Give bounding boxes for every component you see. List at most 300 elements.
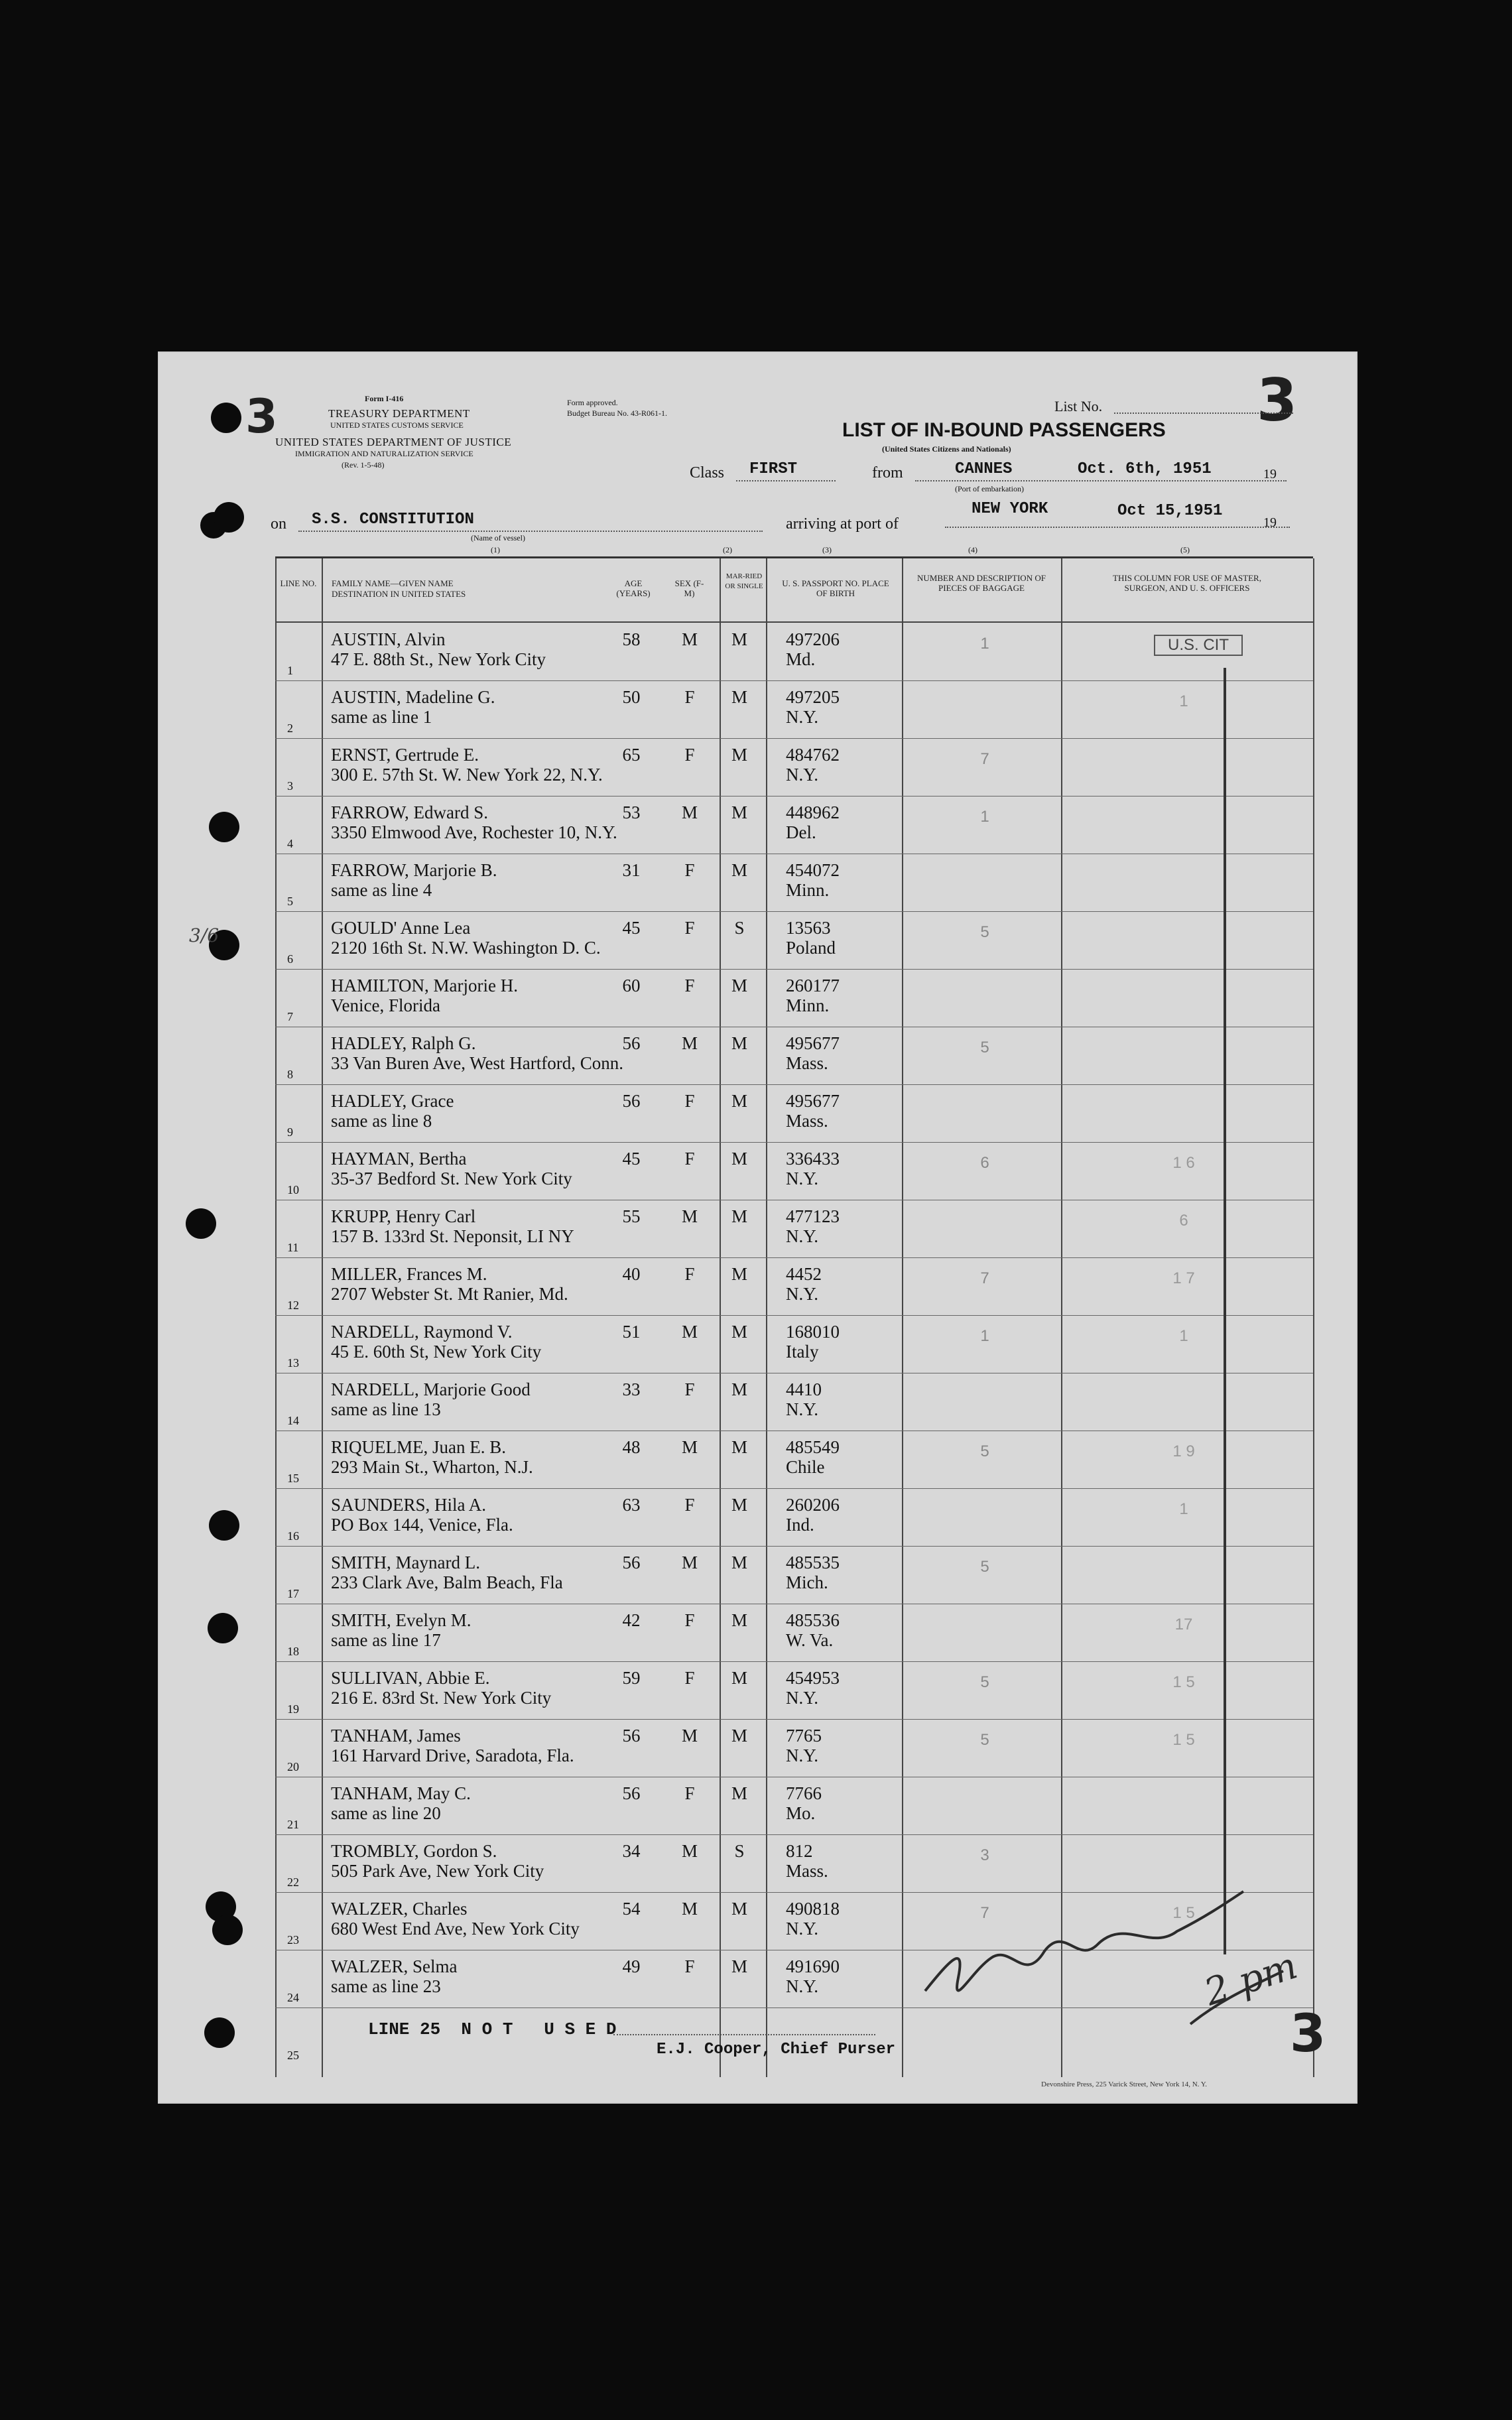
line-number: 3 — [287, 779, 293, 793]
passenger-name: SMITH, Maynard L. — [331, 1553, 480, 1572]
table-row — [275, 1661, 1313, 1720]
line-number: 7 — [287, 1010, 293, 1023]
passport-number: 491690 — [786, 1956, 840, 1976]
birth-place: Italy — [786, 1342, 819, 1362]
passenger-destination: 33 Van Buren Ave, West Hartford, Conn. — [331, 1053, 624, 1073]
vessel-name: S.S. CONSTITUTION — [312, 511, 474, 529]
passport-number: 454072 — [786, 860, 840, 880]
passenger-sex: M — [681, 1841, 698, 1861]
passenger-sex: M — [681, 1726, 698, 1746]
passenger-name: HAYMAN, Bertha — [331, 1149, 467, 1169]
birth-place: N.Y. — [786, 1399, 819, 1419]
officer-note: 1 — [1179, 1327, 1188, 1345]
table-row — [275, 680, 1313, 739]
baggage-count: 5 — [980, 1039, 989, 1056]
passenger-name: HAMILTON, Marjorie H. — [331, 976, 518, 995]
birth-place: Md. — [786, 649, 816, 669]
passport-number: 168010 — [786, 1322, 840, 1342]
line-number: 19 — [287, 1702, 299, 1716]
passenger-age: 56 — [622, 1033, 641, 1053]
passport-number: 4410 — [786, 1379, 822, 1399]
birth-place: Ind. — [786, 1515, 814, 1535]
baggage-count: 5 — [980, 1673, 989, 1691]
on-label: on — [271, 515, 286, 533]
passenger-name: WALZER, Charles — [331, 1899, 468, 1919]
line-number: 18 — [287, 1645, 299, 1658]
form-title: LIST OF IN-BOUND PASSENGERS — [842, 419, 1166, 441]
passenger-name: RIQUELME, Juan E. B. — [331, 1437, 506, 1457]
punch-hole — [209, 812, 239, 842]
passenger-name: NARDELL, Raymond V. — [331, 1322, 513, 1342]
customs-service: UNITED STATES CUSTOMS SERVICE — [330, 420, 464, 430]
passenger-age: 58 — [622, 629, 641, 649]
passenger-marital: M — [731, 1553, 747, 1572]
baggage-count: 5 — [980, 1558, 989, 1576]
passenger-name: ERNST, Gertrude E. — [331, 745, 479, 765]
baggage-count: 5 — [980, 1442, 989, 1460]
passenger-destination: 293 Main St., Wharton, N.J. — [331, 1457, 533, 1477]
passport-number: 812 — [786, 1841, 813, 1861]
line-25-not-used: LINE 25 N O T U S E D — [368, 2019, 617, 2039]
baggage-count: 1 — [980, 808, 989, 826]
passenger-name: TANHAM, James — [331, 1726, 461, 1746]
list-no-line — [1114, 413, 1293, 414]
budget-bureau: Budget Bureau No. 43-R061-1. — [567, 409, 667, 418]
baggage-count: 6 — [980, 1154, 989, 1172]
line-number: 12 — [287, 1299, 299, 1312]
baggage-count: 1 — [980, 1327, 989, 1345]
passenger-name: HADLEY, Ralph G. — [331, 1033, 476, 1053]
passenger-destination: same as line 23 — [331, 1976, 441, 1996]
birth-place: Mich. — [786, 1572, 828, 1592]
passenger-destination: 680 West End Ave, New York City — [331, 1919, 580, 1939]
passenger-marital: M — [731, 1206, 747, 1226]
baggage-count: 7 — [980, 750, 989, 768]
punch-hole — [208, 1613, 238, 1643]
passenger-sex: F — [684, 1091, 695, 1111]
birth-place: Del. — [786, 822, 816, 842]
passenger-sex: F — [684, 1264, 695, 1284]
passenger-name: NARDELL, Marjorie Good — [331, 1379, 531, 1399]
passport-number: 7766 — [786, 1783, 822, 1803]
header-married: MAR-RIED OR SINGLE — [725, 572, 763, 590]
passport-number: 13563 — [786, 918, 831, 938]
class-value: FIRST — [749, 460, 798, 478]
passport-number: 260206 — [786, 1495, 840, 1515]
punch-hole — [204, 2017, 235, 2048]
passenger-sex: M — [681, 802, 698, 822]
passenger-age: 31 — [622, 860, 641, 880]
passenger-name: TANHAM, May C. — [331, 1783, 471, 1803]
officer-note: 1 — [1179, 692, 1188, 710]
list-number-large: 3 — [1257, 366, 1298, 434]
baggage-count: 5 — [980, 923, 989, 941]
passenger-marital: M — [731, 1495, 747, 1515]
passenger-age: 63 — [622, 1495, 641, 1515]
baggage-count: 7 — [980, 1269, 989, 1287]
passenger-sex: F — [684, 1149, 695, 1169]
baggage-count: 7 — [980, 1904, 989, 1922]
passenger-age: 56 — [622, 1726, 641, 1746]
line-number: 6 — [287, 952, 293, 966]
passenger-marital: M — [731, 745, 747, 765]
passenger-name: MILLER, Frances M. — [331, 1264, 487, 1284]
passport-number: 454953 — [786, 1668, 840, 1688]
from-line — [915, 480, 1287, 481]
table-row — [275, 1604, 1313, 1662]
birth-place: N.Y. — [786, 1919, 819, 1939]
line-number: 25 — [287, 2049, 299, 2062]
passenger-age: 56 — [622, 1783, 641, 1803]
passenger-name: AUSTIN, Madeline G. — [331, 687, 495, 707]
passenger-marital: M — [731, 1091, 747, 1111]
table-row — [275, 1142, 1313, 1200]
line-number: 13 — [287, 1356, 299, 1369]
passenger-destination: same as line 1 — [331, 707, 432, 727]
table-row — [275, 1257, 1313, 1316]
table-row — [275, 1488, 1313, 1547]
birth-place: Mass. — [786, 1861, 828, 1881]
table-row — [275, 1373, 1313, 1431]
passenger-marital: M — [731, 1379, 747, 1399]
passenger-name: TROMBLY, Gordon S. — [331, 1841, 497, 1861]
passenger-sex: F — [684, 918, 695, 938]
passenger-age: 49 — [622, 1956, 641, 1976]
birth-place: W. Va. — [786, 1630, 834, 1650]
table-row — [275, 1315, 1313, 1373]
punch-hole — [209, 1510, 239, 1541]
passenger-age: 56 — [622, 1091, 641, 1111]
corner-mark-bottom: 3 — [1290, 2004, 1326, 2064]
officer-note: 1 — [1179, 1500, 1188, 1518]
passenger-marital: M — [731, 1899, 747, 1919]
passenger-destination: 47 E. 88th St., New York City — [331, 649, 546, 669]
vessel-line — [298, 531, 763, 532]
punch-hole — [212, 1915, 243, 1945]
passenger-marital: M — [731, 1956, 747, 1976]
passenger-name: FARROW, Edward S. — [331, 802, 489, 822]
table-row — [275, 738, 1313, 796]
passenger-destination: 157 B. 133rd St. Neponsit, LI NY — [331, 1226, 574, 1246]
passenger-sex: F — [684, 976, 695, 995]
passport-number: 490818 — [786, 1899, 840, 1919]
line-number: 21 — [287, 1818, 299, 1831]
passenger-age: 48 — [622, 1437, 641, 1457]
passenger-sex: M — [681, 629, 698, 649]
table-row — [275, 1084, 1313, 1143]
line-number: 17 — [287, 1587, 299, 1600]
passenger-destination: 161 Harvard Drive, Saradota, Fla. — [331, 1746, 574, 1765]
officer-note: 17 — [1174, 1616, 1193, 1633]
passenger-sex: F — [684, 1495, 695, 1515]
passenger-sex: M — [681, 1437, 698, 1457]
passport-number: 336433 — [786, 1149, 840, 1169]
passenger-sex: F — [684, 1783, 695, 1803]
passport-number: 7765 — [786, 1726, 822, 1746]
passport-number: 4452 — [786, 1264, 822, 1284]
passenger-destination: 45 E. 60th St, New York City — [331, 1342, 542, 1362]
check-line — [1224, 668, 1226, 1954]
year-suffix-2: 19 — [1263, 515, 1277, 530]
birth-place: N.Y. — [786, 1284, 819, 1304]
line-number: 11 — [287, 1241, 299, 1254]
baggage-count: 1 — [980, 635, 989, 653]
passenger-destination: 505 Park Ave, New York City — [331, 1861, 544, 1881]
line-number: 20 — [287, 1760, 299, 1773]
table-row — [275, 969, 1313, 1027]
passenger-destination: PO Box 144, Venice, Fla. — [331, 1515, 513, 1535]
form-subtitle: (United States Citizens and Nationals) — [882, 444, 1011, 454]
passenger-sex: M — [681, 1899, 698, 1919]
column-number: (1) — [491, 545, 500, 554]
embark-date: Oct. 6th, 1951 — [1078, 460, 1212, 478]
class-line — [736, 480, 836, 481]
passenger-marital: M — [731, 976, 747, 995]
passenger-name: SAUNDERS, Hila A. — [331, 1495, 487, 1515]
line-number: 16 — [287, 1529, 299, 1543]
line-number: 4 — [287, 837, 293, 850]
table-row — [275, 1027, 1313, 1085]
birth-place: Mo. — [786, 1803, 816, 1823]
passenger-marital: M — [731, 802, 747, 822]
table-row — [275, 796, 1313, 854]
birth-place: Mass. — [786, 1111, 828, 1131]
passenger-age: 54 — [622, 1899, 641, 1919]
passport-number: 497206 — [786, 629, 840, 649]
ins-service: IMMIGRATION AND NATURALIZATION SERVICE — [295, 449, 473, 458]
passenger-age: 33 — [622, 1379, 641, 1399]
passenger-age: 42 — [622, 1610, 641, 1630]
table-row — [275, 1777, 1313, 1835]
passenger-destination: same as line 13 — [331, 1399, 441, 1419]
passenger-destination: same as line 8 — [331, 1111, 432, 1131]
form-approved: Form approved. — [567, 398, 618, 407]
passport-number: 485535 — [786, 1553, 840, 1572]
margin-note: 3/6 — [189, 924, 220, 946]
line-number: 2 — [287, 722, 293, 735]
column-number: (3) — [822, 545, 832, 554]
passenger-age: 34 — [622, 1841, 641, 1861]
passenger-age: 53 — [622, 802, 641, 822]
passenger-sex: F — [684, 687, 695, 707]
passport-number: 485549 — [786, 1437, 840, 1457]
baggage-count: 3 — [980, 1846, 989, 1864]
passenger-name: HADLEY, Grace — [331, 1091, 454, 1111]
officer-note: 1 7 — [1172, 1269, 1195, 1287]
passport-number: 484762 — [786, 745, 840, 765]
line-number: 24 — [287, 1991, 299, 2004]
passenger-marital: M — [731, 1322, 747, 1342]
birth-place: N.Y. — [786, 1169, 819, 1188]
treasury-dept: TREASURY DEPARTMENT — [328, 407, 470, 420]
passenger-name: WALZER, Selma — [331, 1956, 458, 1976]
passenger-age: 56 — [622, 1553, 641, 1572]
printer-credit: Devonshire Press, 225 Varick Street, New York 14, N. Y. — [1041, 2080, 1208, 2088]
passenger-destination: 3350 Elmwood Ave, Rochester 10, N.Y. — [331, 822, 617, 842]
table-row — [275, 911, 1313, 970]
table-row — [275, 854, 1313, 912]
line-number: 1 — [287, 664, 293, 677]
arrival-line — [945, 527, 1290, 528]
passenger-age: 40 — [622, 1264, 641, 1284]
birth-place: N.Y. — [786, 707, 819, 727]
passenger-destination: 233 Clark Ave, Balm Beach, Fla — [331, 1572, 563, 1592]
birth-place: N.Y. — [786, 1688, 819, 1708]
passenger-sex: F — [684, 745, 695, 765]
table-row — [275, 1546, 1313, 1604]
handwritten-time: 2 pm — [1199, 1944, 1302, 2015]
line-number: 8 — [287, 1068, 293, 1081]
passenger-marital: M — [731, 1610, 747, 1630]
passport-number: 495677 — [786, 1033, 840, 1053]
birth-place: N.Y. — [786, 1976, 819, 1996]
column-number: (4) — [968, 545, 977, 554]
table-row — [275, 1200, 1313, 1258]
birth-place: Minn. — [786, 995, 830, 1015]
passenger-sex: F — [684, 1668, 695, 1688]
line-number: 14 — [287, 1414, 299, 1427]
passenger-name: KRUPP, Henry Carl — [331, 1206, 476, 1226]
vessel-label: (Name of vessel) — [471, 533, 525, 542]
passenger-marital: M — [731, 1726, 747, 1746]
list-no-label: List No. — [1054, 398, 1103, 414]
punch-hole — [186, 1208, 216, 1239]
passenger-sex: F — [684, 1379, 695, 1399]
passenger-age: 55 — [622, 1206, 641, 1226]
manifest-page — [159, 353, 1356, 2102]
table-row — [275, 1431, 1313, 1489]
passenger-marital: M — [731, 1437, 747, 1457]
table-row — [275, 1719, 1313, 1777]
passenger-name: FARROW, Marjorie B. — [331, 860, 497, 880]
corner-mark: 3 — [245, 389, 278, 444]
baggage-count: 5 — [980, 1731, 989, 1749]
passenger-destination: 216 E. 83rd St. New York City — [331, 1688, 552, 1708]
passenger-marital: M — [731, 1033, 747, 1053]
table-row — [275, 623, 1313, 681]
header-baggage: NUMBER AND DESCRIPTION OF PIECES OF BAGGAGE — [917, 573, 1046, 593]
class-label: Class — [690, 464, 725, 481]
passenger-age: 51 — [622, 1322, 641, 1342]
year-suffix: 19 — [1263, 467, 1277, 481]
column-number: (2) — [723, 545, 732, 554]
passenger-destination: 35-37 Bedford St. New York City — [331, 1169, 572, 1188]
arriving-label: arriving at port of — [786, 515, 899, 533]
passenger-destination: same as line 20 — [331, 1803, 441, 1823]
birth-place: N.Y. — [786, 765, 819, 785]
passport-number: 477123 — [786, 1206, 840, 1226]
header-family-name: FAMILY NAME—GIVEN NAME — [332, 578, 454, 588]
passenger-destination: same as line 4 — [331, 880, 432, 900]
justice-dept: UNITED STATES DEPARTMENT OF JUSTICE — [275, 436, 512, 448]
birth-place: Minn. — [786, 880, 830, 900]
line-number: 22 — [287, 1876, 299, 1889]
passport-number: 448962 — [786, 802, 840, 822]
passenger-name: SULLIVAN, Abbie E. — [331, 1668, 490, 1688]
revision: (Rev. 1-5-48) — [342, 460, 385, 470]
column-number: (5) — [1180, 545, 1190, 554]
passport-number: 495677 — [786, 1091, 840, 1111]
passenger-name: GOULD' Anne Lea — [331, 918, 471, 938]
birth-place: Chile — [786, 1457, 825, 1477]
passenger-marital: M — [731, 687, 747, 707]
passenger-sex: F — [684, 1956, 695, 1976]
passenger-sex: F — [684, 1610, 695, 1630]
arrival-date: Oct 15,1951 — [1117, 502, 1223, 520]
birth-place: Mass. — [786, 1053, 828, 1073]
officer-note: 1 5 — [1172, 1673, 1195, 1691]
passenger-marital: S — [734, 918, 745, 938]
passenger-destination: same as line 17 — [331, 1630, 441, 1650]
passenger-name: SMITH, Evelyn M. — [331, 1610, 472, 1630]
header-officers: THIS COLUMN FOR USE OF MASTER, SURGEON, AND U. S. OFFICERS — [1113, 573, 1261, 593]
passport-number: 485536 — [786, 1610, 840, 1630]
birth-place: N.Y. — [786, 1746, 819, 1765]
passenger-age: 59 — [622, 1668, 641, 1688]
passenger-marital: S — [734, 1841, 745, 1861]
officer-note: 1 6 — [1172, 1154, 1195, 1172]
passenger-destination: 2707 Webster St. Mt Ranier, Md. — [331, 1284, 568, 1304]
passenger-age: 45 — [622, 1149, 641, 1169]
punch-hole — [214, 502, 244, 533]
passenger-destination: 300 E. 57th St. W. New York 22, N.Y. — [331, 765, 603, 785]
passenger-marital: M — [731, 1668, 747, 1688]
line-number: 10 — [287, 1183, 299, 1196]
passenger-destination: 2120 16th St. N.W. Washington D. C. — [331, 938, 601, 958]
passenger-age: 50 — [622, 687, 641, 707]
header-line-no: LINE NO. — [280, 578, 317, 588]
header-age: AGE (YEARS) — [616, 578, 651, 598]
officer-note: 6 — [1179, 1212, 1188, 1230]
officer-note: 1 5 — [1172, 1731, 1195, 1749]
line-number: 9 — [287, 1125, 293, 1139]
arrival-port: NEW YORK — [972, 500, 1048, 518]
passenger-marital: M — [731, 1264, 747, 1284]
officer-note: 1 9 — [1172, 1442, 1195, 1460]
header-destination: DESTINATION IN UNITED STATES — [332, 589, 466, 599]
birth-place: Poland — [786, 938, 836, 958]
embark-port: CANNES — [955, 460, 1013, 478]
line-number: 23 — [287, 1933, 299, 1946]
punch-hole — [211, 403, 241, 433]
passenger-age: 65 — [622, 745, 641, 765]
line-number: 5 — [287, 895, 293, 908]
passenger-table — [275, 556, 1313, 2077]
passenger-marital: M — [731, 1783, 747, 1803]
birth-place: N.Y. — [786, 1226, 819, 1246]
passport-number: 260177 — [786, 976, 840, 995]
header-passport: U. S. PASSPORT NO. PLACE OF BIRTH — [782, 578, 889, 598]
officer-note: U.S. CIT — [1154, 635, 1243, 656]
line-number: 15 — [287, 1472, 299, 1485]
purser-signature: E.J. Cooper, Chief Purser — [657, 2041, 896, 2059]
passenger-sex: M — [681, 1322, 698, 1342]
passenger-age: 60 — [622, 976, 641, 995]
header-sex: SEX (F-M) — [674, 578, 704, 598]
passenger-marital: M — [731, 860, 747, 880]
passenger-destination: Venice, Florida — [331, 995, 440, 1015]
passenger-sex: F — [684, 860, 695, 880]
passenger-sex: M — [681, 1206, 698, 1226]
passenger-age: 45 — [622, 918, 641, 938]
form-number: Form I-416 — [365, 394, 404, 403]
passenger-name: AUSTIN, Alvin — [331, 629, 446, 649]
passenger-sex: M — [681, 1033, 698, 1053]
officer-note: 1 5 — [1172, 1904, 1195, 1922]
port-embark-label: (Port of embarkation) — [955, 484, 1024, 493]
passenger-marital: M — [731, 629, 747, 649]
passenger-marital: M — [731, 1149, 747, 1169]
